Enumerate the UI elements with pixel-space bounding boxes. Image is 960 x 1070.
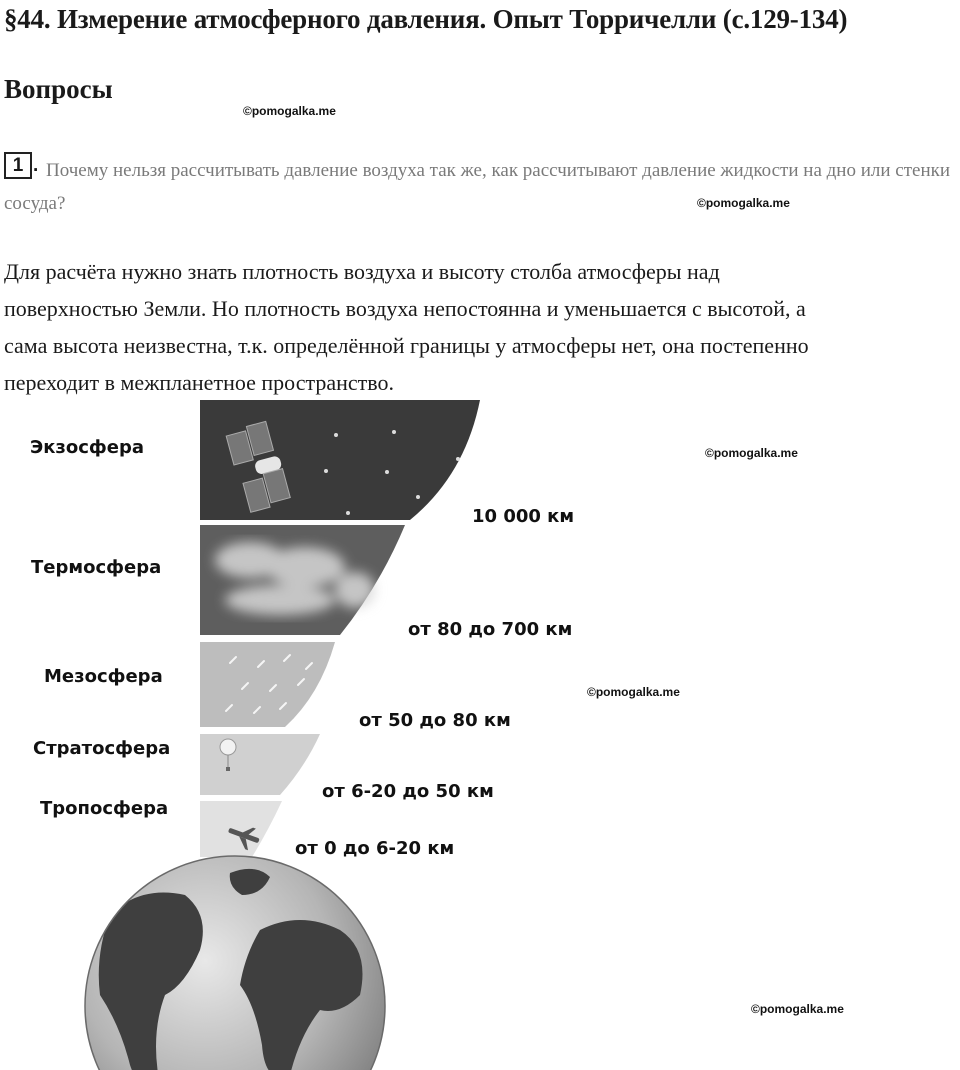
watermark: ©pomogalka.me (751, 1002, 844, 1016)
watermark: ©pomogalka.me (697, 196, 790, 210)
troposphere-band (200, 801, 282, 857)
layer-label-mesosphere: Мезосфера (44, 666, 163, 687)
answer-line: Для расчёта нужно знать плотность воздуха и высоту столба атмосферы над (4, 259, 720, 284)
layer-label-stratosphere: Стратосфера (33, 738, 171, 759)
question-number: 1 (4, 152, 32, 179)
stratosphere-band (200, 734, 320, 795)
layer-range-thermosphere: от 80 до 700 км (408, 619, 573, 640)
layer-label-troposphere: Тропосфера (40, 798, 169, 819)
page-title: §44. Измерение атмосферного давления. Опыт Торричелли (с.129-134) (4, 4, 848, 34)
question-number-dot: . (33, 155, 39, 176)
earth-globe (85, 856, 385, 1070)
section-heading: Вопросы (4, 74, 113, 104)
layer-label-thermosphere: Термосфера (31, 557, 162, 578)
layer-range-mesosphere: от 50 до 80 км (359, 710, 511, 731)
answer-line: сама высота неизвестна, т.к. определённой границы у атмосферы нет, она постепенно (4, 333, 809, 358)
watermark: ©pomogalka.me (587, 685, 680, 699)
mesosphere-band (200, 642, 335, 727)
watermark: ©pomogalka.me (705, 446, 798, 460)
layer-range-exosphere: 10 000 км (472, 506, 575, 527)
answer-line: переходит в межпланетное пространство. (4, 370, 394, 395)
layer-range-stratosphere: от 6-20 до 50 км (322, 781, 494, 802)
watermark: ©pomogalka.me (243, 104, 336, 118)
answer-text (4, 253, 959, 401)
atmosphere-layers-diagram (0, 395, 640, 1070)
answer-line: поверхностью Земли. Но плотность воздуха непостоянна и уменьшается с высотой, а (4, 296, 806, 321)
layer-range-troposphere: от 0 до 6-20 км (295, 838, 455, 859)
question-text: Почему нельзя рассчитывать давление воздуха так же, как рассчитывают давление жидкости на дно или стенки сосуда? (4, 160, 951, 214)
layer-label-exosphere: Экзосфера (30, 437, 145, 458)
